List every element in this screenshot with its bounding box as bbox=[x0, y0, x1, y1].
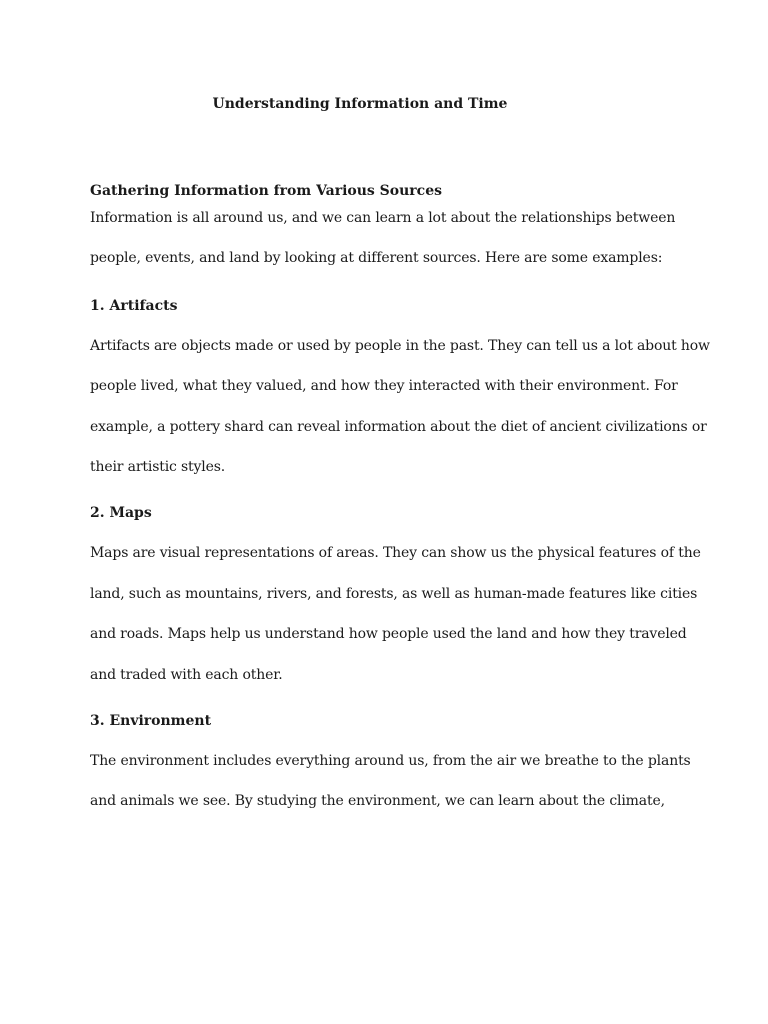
text-line: their artistic styles. bbox=[90, 459, 226, 476]
paragraph-artifacts bbox=[90, 326, 710, 488]
section-heading-gathering-information: Gathering Information from Various Sources bbox=[90, 183, 442, 199]
section-heading-environment: 3. Environment bbox=[90, 713, 212, 730]
section-heading-artifacts: 1. Artifacts bbox=[90, 297, 178, 314]
document-body bbox=[90, 180, 710, 822]
section-heading-maps: 2. Maps bbox=[90, 505, 152, 522]
text-line: people, events, and land by looking at different sources. Here are some examples: bbox=[90, 250, 663, 267]
text-line: Artifacts are objects made or used by people in the past. They can tell us a lot about how bbox=[90, 337, 710, 354]
text-line: The environment includes everything around us, from the air we breathe to the plants bbox=[90, 753, 691, 770]
text-line: example, a pottery shard can reveal information about the diet of ancient civilizations or bbox=[90, 418, 707, 435]
text-line: people lived, what they valued, and how they interacted with their environment. For bbox=[90, 378, 678, 395]
text-line: Maps are visual representations of areas. They can show us the physical features of the bbox=[90, 545, 701, 562]
text-line: Information is all around us, and we can learn a lot about the relationships between bbox=[90, 210, 676, 226]
text-line: and roads. Maps help us understand how people used the land and how they traveled bbox=[90, 626, 687, 643]
document-title: Understanding Information and Time bbox=[212, 96, 508, 112]
paragraph-maps bbox=[90, 533, 701, 695]
text-line: and traded with each other. bbox=[90, 666, 283, 683]
paragraph-environment bbox=[90, 741, 690, 822]
text-line: land, such as mountains, rivers, and forests, as well as human-made features like cities bbox=[90, 585, 698, 602]
paragraph-gathering-information bbox=[90, 198, 690, 279]
text-line: and animals we see. By studying the environment, we can learn about the climate, bbox=[90, 793, 665, 810]
